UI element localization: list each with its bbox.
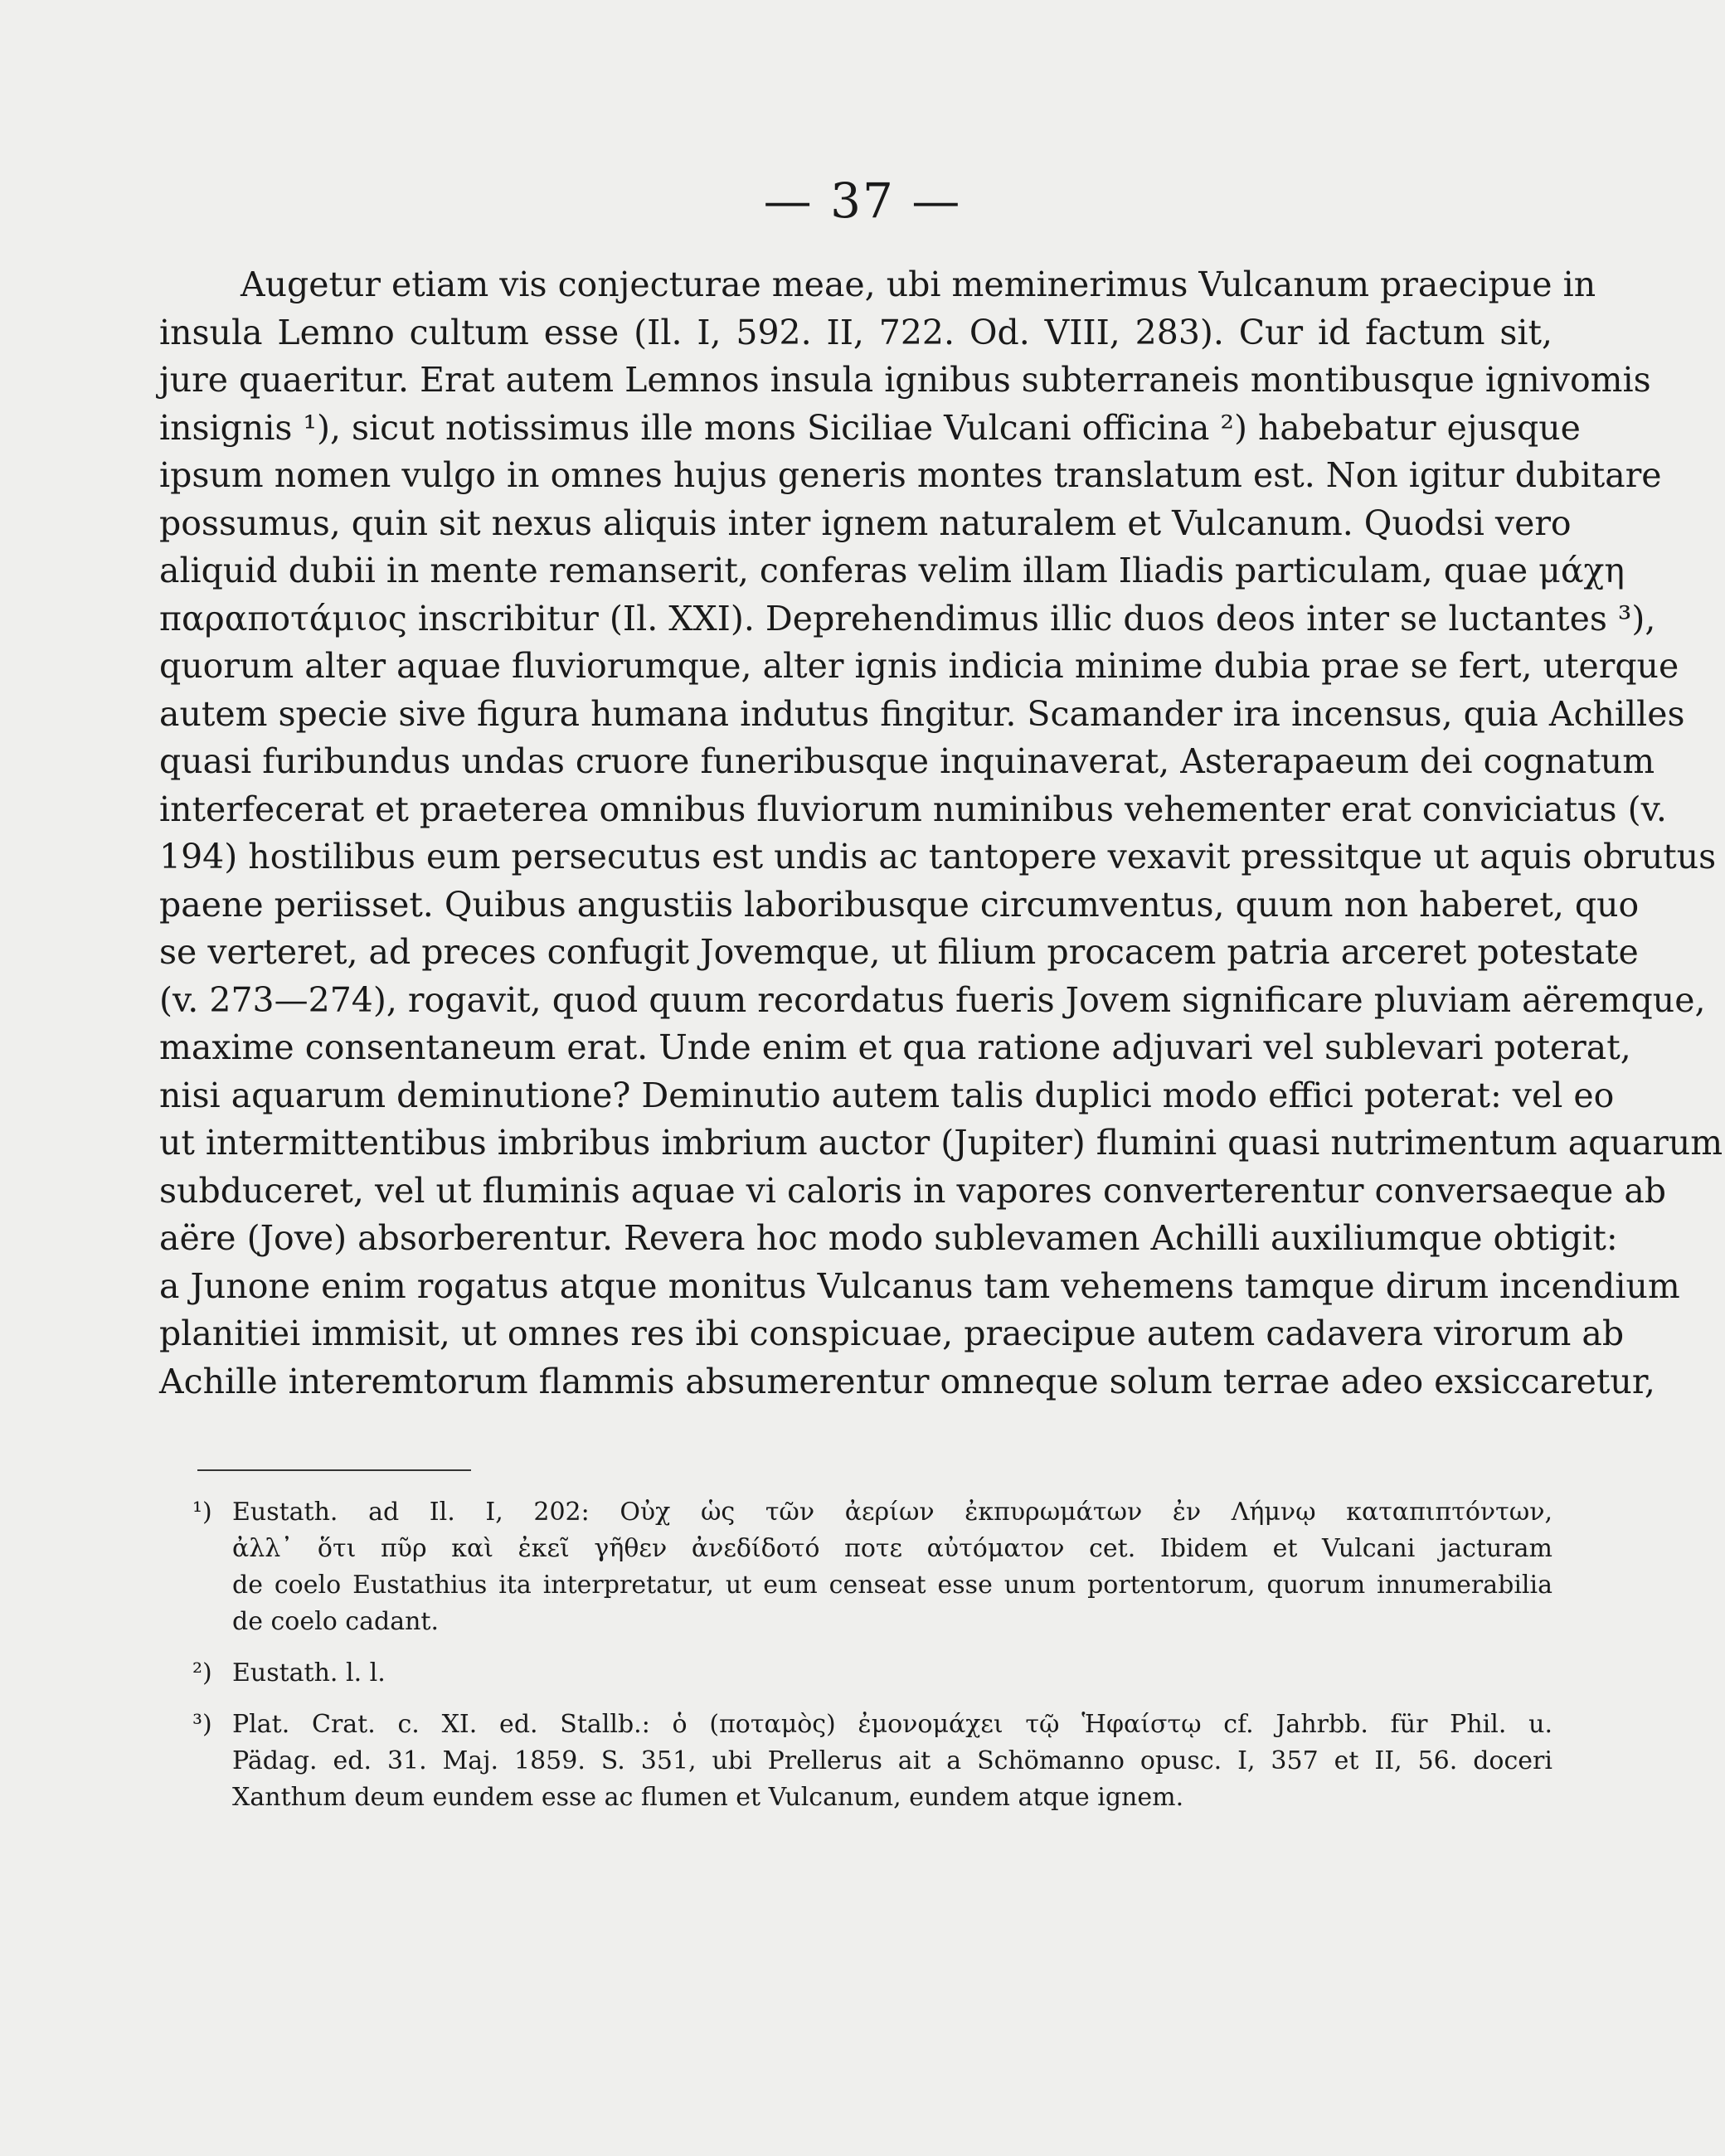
footnote-1 (192, 1494, 1552, 1640)
text-line: interfecerat et praeterea omnibus fluviorum numinibus vehementer erat conviciatus (v. (159, 789, 1667, 829)
text-line: planitiei immisit, ut omnes res ibi conspicuae, praecipue autem cadavera virorum ab (159, 1314, 1625, 1353)
text-line: insignis ¹), sicut notissimus ille mons Siciliae Vulcani officina ²) habebatur ejusque (159, 407, 1581, 448)
footnote-2 (192, 1655, 1552, 1692)
text-line: se verteret, ad preces confugit Jovemque, ut filium procacem patria arceret potestate (159, 932, 1639, 972)
text-line: Augetur etiam vis conjecturae meae, ubi meminerimus Vulcanum praecipue in (241, 265, 1596, 304)
footnotes (192, 1494, 1552, 1831)
footnote-line: de coelo Eustathius ita interpretatur, ut eum censeat esse unum portentorum, quorum innumerabilia (232, 1571, 1552, 1600)
text-line: nisi aquarum deminutione? Deminutio autem talis duplici modo effici poterat: vel eo (159, 1075, 1615, 1115)
text-line: autem specie sive figura humana indutus fingitur. Scamander ira incensus, quia Achilles (159, 693, 1685, 734)
main-text (159, 261, 1723, 1406)
text-line: insula Lemno cultum esse (Il. I, 592. II, 722. Od. VIII, 283). Cur id factum sit, (159, 312, 1552, 352)
footnote-line: Pädag. ed. 31. Maj. 1859. S. 351, ubi Prellerus ait a Schömanno opusc. I, 357 et II, 56. doceri (232, 1746, 1552, 1775)
text-line: possumus, quin sit nexus aliquis inter ignem naturalem et Vulcanum. Quodsi vero (159, 503, 1572, 543)
text-line: jure quaeritur. Erat autem Lemnos insula ignibus subterraneis montibusque ignivomis (159, 360, 1651, 400)
footnote-line: ἀλλ᾽ ὅτι πῦρ καὶ ἐκεῖ γῆθεν ἀνεδίδοτό ποτε αὐτόματον cet. Ibidem et Vulcani jacturam (232, 1534, 1552, 1563)
footnote-line: de coelo cadant. (232, 1607, 439, 1636)
text-line: maxime consentaneum erat. Unde enim et qua ratione adjuvari vel sublevari poterat, (159, 1027, 1631, 1067)
text-line: ipsum nomen vulgo in omnes hujus generis montes translatum est. Non igitur dubitare (159, 455, 1662, 495)
text-line: paene periisset. Quibus angustiis laboribusque circumventus, quum non haberet, quo (159, 884, 1640, 925)
footnote-marker: ¹) (192, 1498, 212, 1527)
text-line: aliquid dubii in mente remanserit, conferas velim illam Iliadis particulam, quae μάχη (159, 551, 1625, 590)
text-line: 194) hostilibus eum persecutus est undis ac tantopere vexavit pressitque ut aquis obrutus (159, 837, 1717, 876)
text-line: Achille interemtorum flammis absumerentur omneque solum terrae adeo exsiccaretur, (159, 1361, 1655, 1401)
text-line: quorum alter aquae fluviorumque, alter ignis indicia minime dubia prae se fert, uterque (159, 646, 1679, 686)
footnote-divider (197, 1469, 471, 1471)
footnote-line: Xanthum deum eundem esse ac flumen et Vulcanum, eundem atque ignem. (232, 1783, 1184, 1812)
text-line: (v. 273—274), rogavit, quod quum recordatus fueris Jovem significare pluviam aëremque, (159, 979, 1706, 1020)
footnote-line: Plat. Crat. c. XI. ed. Stallb.: ὁ (ποταμὸς) ἐμονομάχει τῷ Ἡφαίστῳ cf. Jahrbb. für Phil. u. (232, 1710, 1552, 1739)
text-line: subduceret, vel ut fluminis aquae vi caloris in vapores converterentur conversaeque ab (159, 1170, 1667, 1211)
text-line: quasi furibundus undas cruore funeribusque inquinaverat, Asterapaeum dei cognatum (159, 741, 1655, 781)
footnote-3 (192, 1707, 1552, 1816)
page-number: — 37 — (763, 172, 962, 229)
text-line: aëre (Jove) absorberentur. Revera hoc modo sublevamen Achilli auxiliumque obtigit: (159, 1218, 1618, 1258)
footnote-line: Eustath. l. l. (232, 1658, 386, 1687)
text-line: a Junone enim rogatus atque monitus Vulcanus tam vehemens tamque dirum incendium (159, 1265, 1680, 1306)
footnote-marker: ³) (192, 1710, 212, 1739)
text-line: παραποτάμιος inscribitur (Il. XXI). Deprehendimus illic duos deos inter se luctantes ³), (159, 598, 1656, 639)
footnote-line: Eustath. ad Il. I, 202: Οὐχ ὡς τῶν ἀερίων ἐκπυρωμάτων ἐν Λήμνῳ καταπιπτόντων, (232, 1498, 1552, 1527)
text-line: ut intermittentibus imbribus imbrium auctor (Jupiter) flumini quasi nutrimentum aquarum (159, 1123, 1723, 1163)
footnote-marker: ²) (192, 1658, 212, 1687)
